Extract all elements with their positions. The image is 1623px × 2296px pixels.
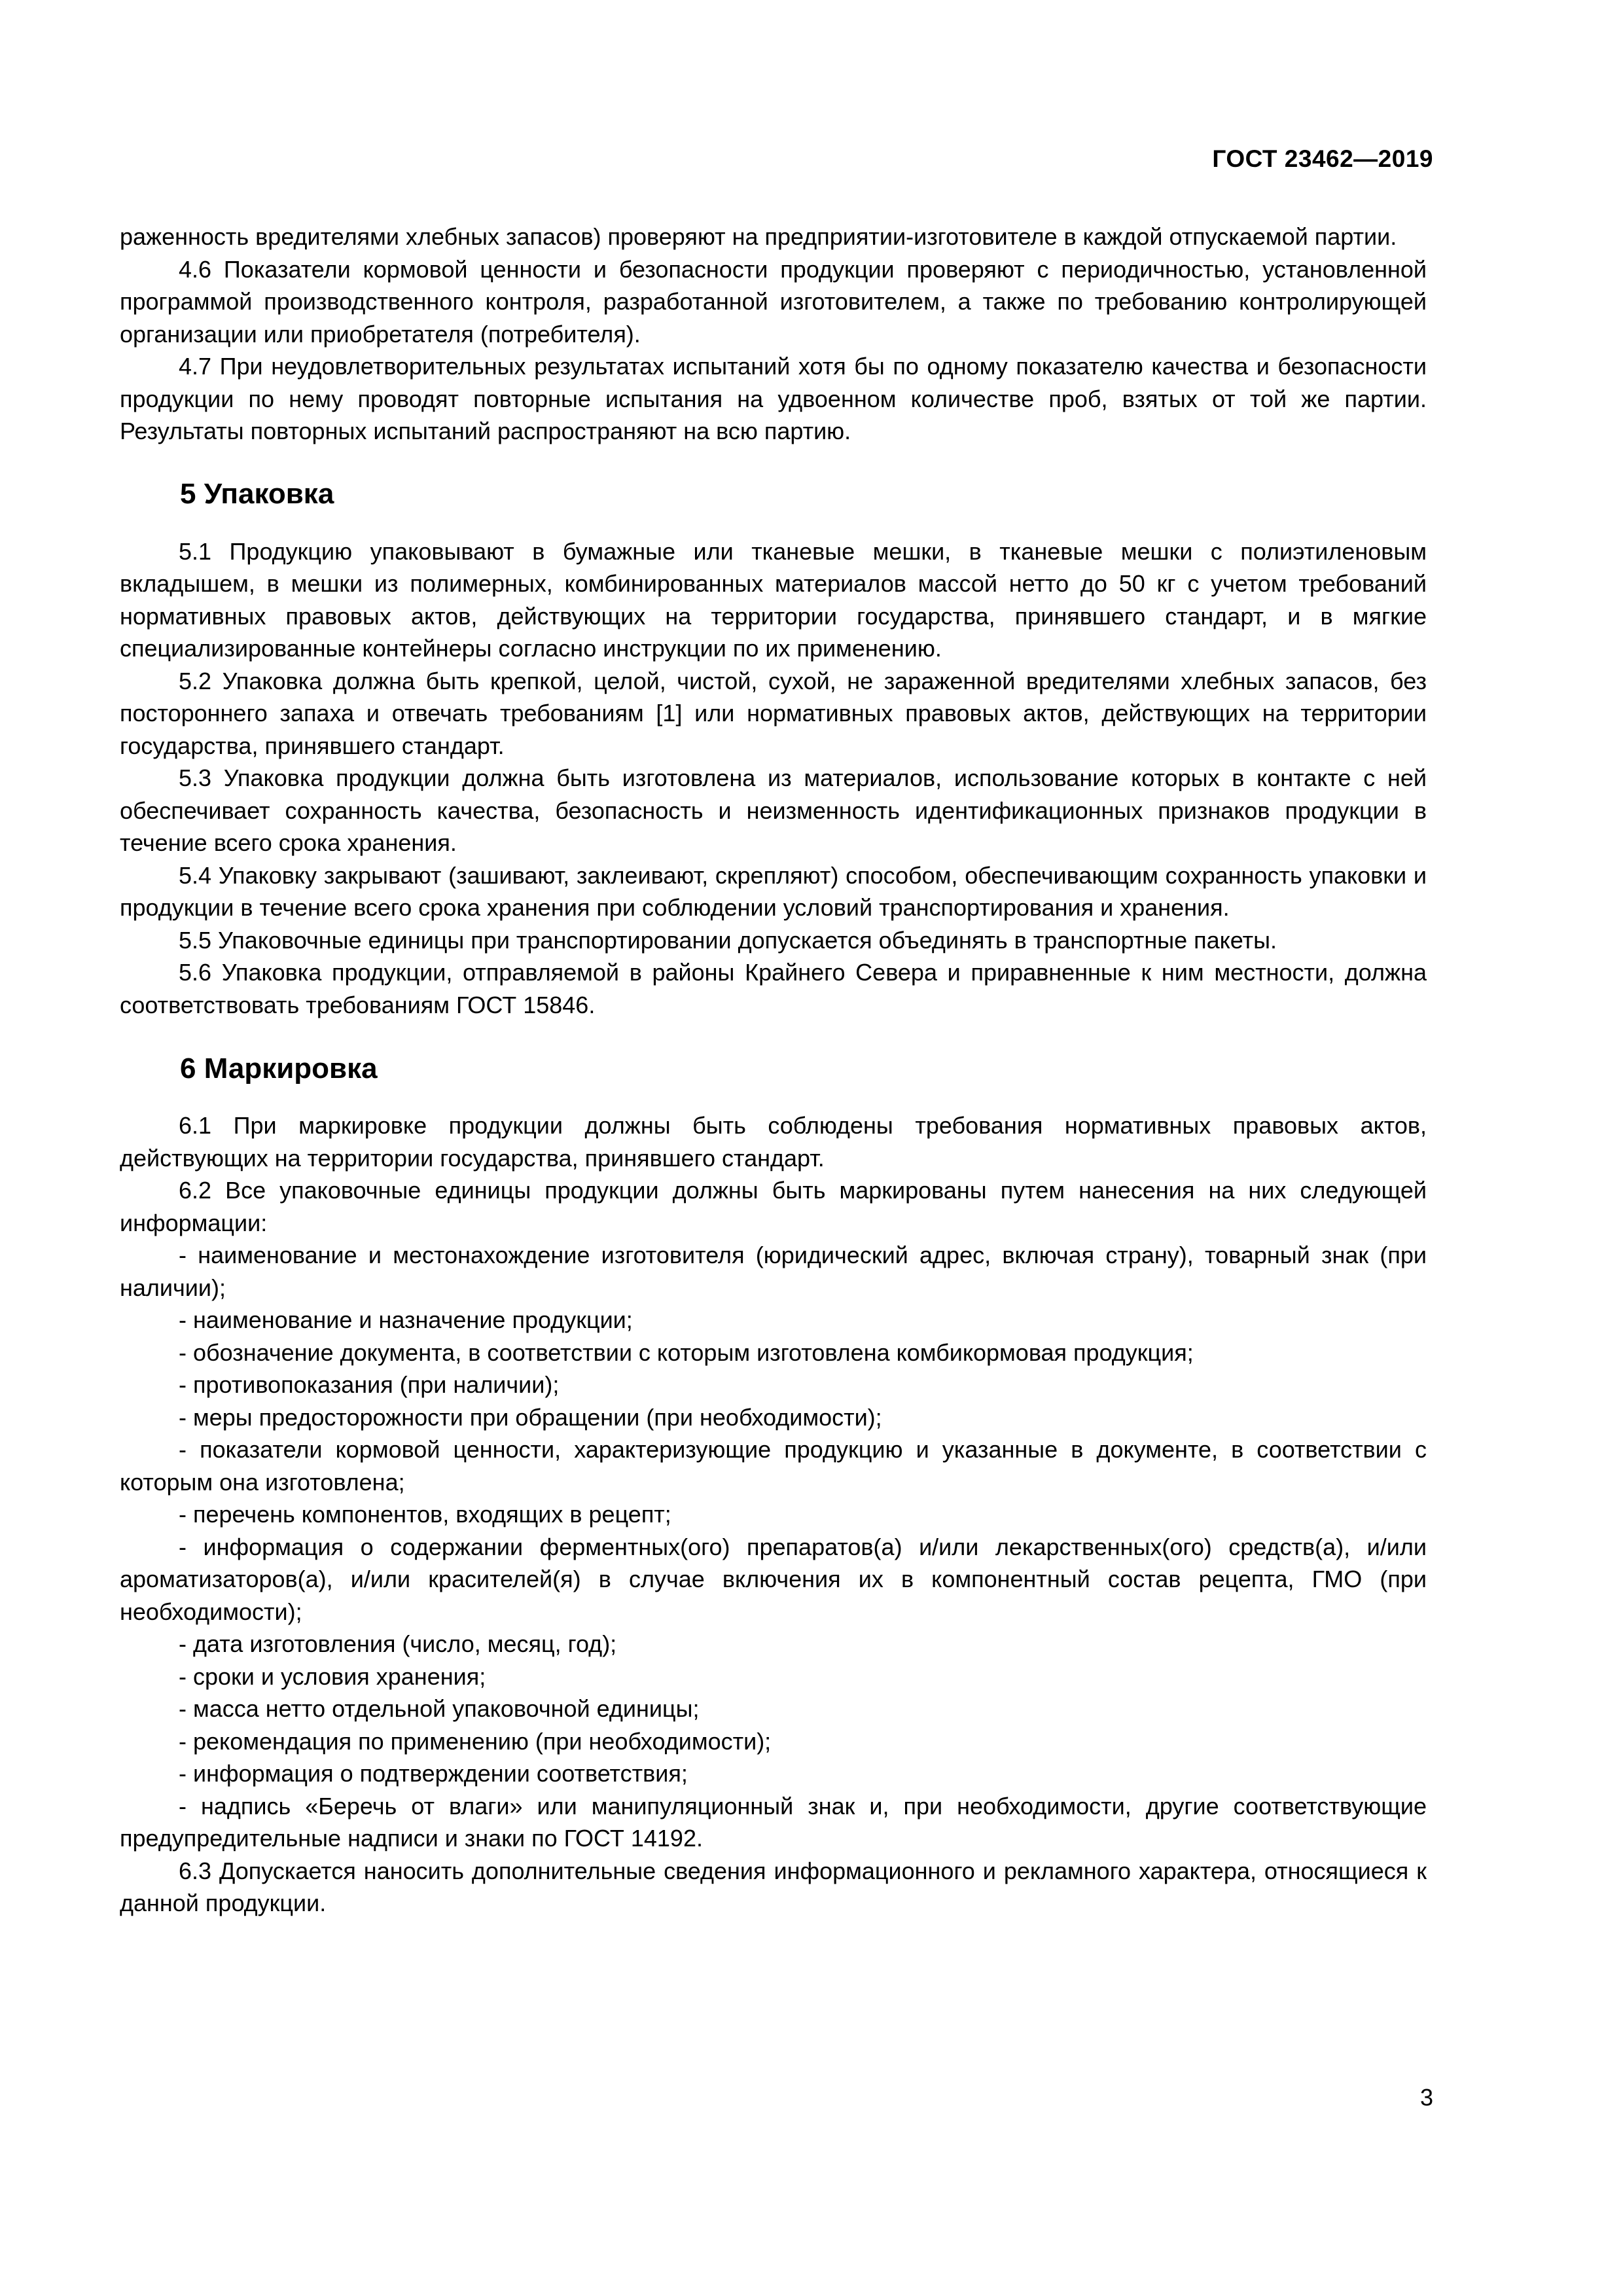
list-item: - информация о подтверждении соответствия; [179,1760,688,1787]
list-item: - перечень компонентов, входящих в рецепт; [179,1501,671,1528]
list-item: - надпись «Беречь от влаги» или манипуляционный знак и, при необходимости, другие соответствующие предупредительные надписи и знаки по ГОСТ 14192. [120,1792,1427,1852]
list-item: - сроки и условия хранения; [179,1662,486,1690]
list-item: - наименование и назначение продукции; [179,1306,633,1333]
section-6-heading: 6 Маркировка [180,1052,378,1085]
clause-5-5: 5.5 Упаковочные единицы при транспортировании допускается объединять в транспортные пакеты. [179,926,1277,954]
clause-5-4: 5.4 Упаковку закрывают (зашивают, заклеивают, скрепляют) способом, обеспечивающим сохранность упаковки и продукции в течение всего срока хранения при соблюдении условий транспортирования и хранения. [120,861,1427,921]
page-number: 3 [1419,2084,1433,2111]
clause-4-6: 4.6 Показатели кормовой ценности и безопасности продукции проверяют с периодичностью, установленной программой производственного контроля, разработанной изготовителем, а также по требованию контролирующей организации или приобретателя (потребителя). [120,255,1427,348]
clause-5-2: 5.2 Упаковка должна быть крепкой, целой, чистой, сухой, не зараженной вредителями хлебных запасов, без постороннего запаха и отвечать требованиям [1] или нормативных правовых актов, действующих на территории государства, принявшего стандарт. [120,667,1427,759]
list-item: - наименование и местонахождение изготовителя (юридический адрес, включая страну), товарный знак (при наличии); [120,1242,1427,1301]
list-item: - дата изготовления (число, месяц, год); [179,1630,617,1657]
list-item: - масса нетто отдельной упаковочной единицы; [179,1695,700,1722]
document-header: ГОСТ 23462—2019 [1212,145,1433,172]
list-item: - показатели кормовой ценности, характеризующие продукцию и указанные в документе, в соответствии с которым она изготовлена; [120,1436,1427,1496]
clause-5-6: 5.6 Упаковка продукции, отправляемой в районы Крайнего Севера и приравненные к ним местности, должна соответствовать требованиям ГОСТ 15846. [120,959,1427,1018]
list-item: - противопоказания (при наличии); [179,1371,560,1398]
clause-5-3: 5.3 Упаковка продукции должна быть изготовлена из материалов, использование которых в контакте с ней обеспечивает сохранность качества, безопасность и неизменность идентификационных признаков продукции в течение всего срока хранения. [120,764,1427,856]
continuation-paragraph: раженность вредителями хлебных запасов) проверяют на предприятии-изготовителе в каждой отпускаемой партии. [120,223,1397,250]
clause-4-7: 4.7 При неудовлетворительных результатах испытаний хотя бы по одному показателю качества и безопасности продукции по нему проводят повторные испытания на удвоенном количестве проб, взятых от той же партии. Результаты повторных испытаний распространяют на всю партию. [120,353,1427,444]
document-body [120,221,1427,1920]
list-item: - меры предосторожности при обращении (при необходимости); [179,1403,882,1431]
clause-6-2: 6.2 Все упаковочные единицы продукции должны быть маркированы путем нанесения на них следующей информации: [120,1177,1427,1236]
clause-6-1: 6.1 При маркировке продукции должны быть соблюдены требования нормативных правовых актов, действующих на территории государства, принявшего стандарт. [120,1112,1427,1172]
list-item: - обозначение документа, в соответствии с которым изготовлена комбикормовая продукция; [179,1338,1194,1366]
clause-5-1: 5.1 Продукцию упаковывают в бумажные или тканевые мешки, в тканевые мешки с полиэтиленовым вкладышем, в мешки из полимерных, комбинированных материалов массой нетто до 50 кг с учетом требований нормативных правовых актов, действующих на территории государства, принявшего стандарт, и в мягкие специализированные контейнеры согласно инструкции по их применению. [120,537,1427,662]
clause-6-3: 6.3 Допускается наносить дополнительные сведения информационного и рекламного характера, относящиеся к данной продукции. [120,1857,1427,1916]
list-item: - информация о содержании ферментных(ого) препаратов(а) и/или лекарственных(ого) средств(а), и/или ароматизаторов(а), и/или красителей(я) в случае включения их в компонентный состав рецепта, ГМО (при необходимости); [120,1533,1427,1625]
section-5-heading: 5 Упаковка [180,477,334,510]
list-item: - рекомендация по применению (при необходимости); [179,1727,772,1755]
marking-list [120,1239,1427,1855]
